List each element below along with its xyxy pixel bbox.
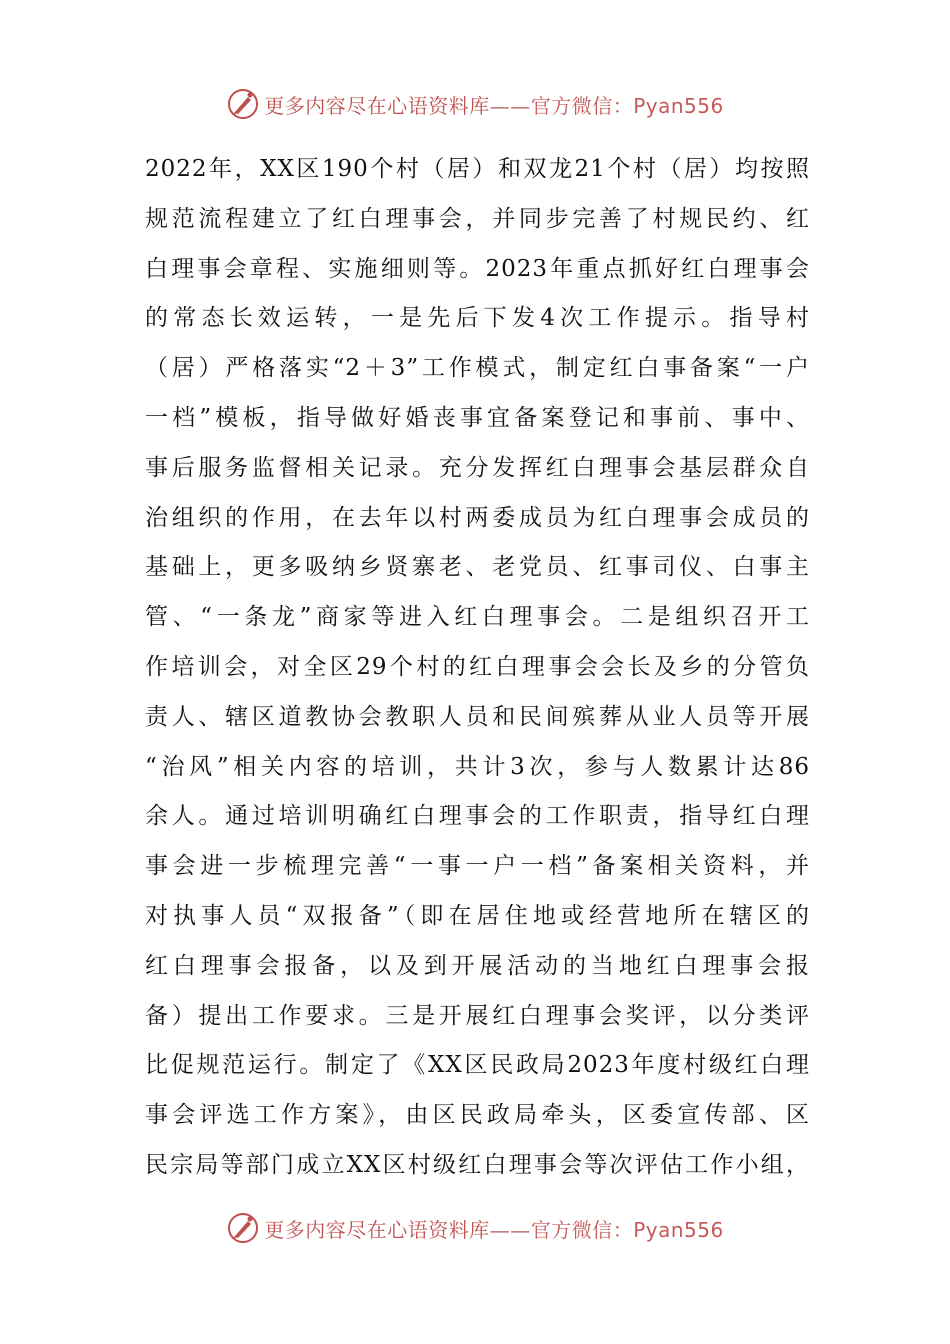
body-line: 比促规范运行。制定了《XX区民政局2023年度村级红白理 (145, 1052, 810, 1079)
body-line: 一档”模板，指导做好婚丧事宜备案登记和事前、事中、 (145, 404, 810, 431)
body-line: 民宗局等部门成立XX区村级红白理事会等次评估工作小组， (145, 1151, 810, 1178)
banner-separator: —— (489, 1217, 531, 1242)
body-line: “治风”相关内容的培训，共计3次，参与人数累计达86 (145, 753, 810, 780)
body-line: 规范流程建立了红白理事会，并同步完善了村规民约、红 (145, 205, 810, 232)
body-line: 事会进一步梳理完善“一事一户一档”备案相关资料，并 (145, 853, 810, 880)
footer-banner (0, 1208, 950, 1248)
body-line: 事会评选工作方案》，由区民政局牵头，区委宣传部、区 (145, 1102, 810, 1129)
body-line: 2022年，XX区190个村（居）和双龙21个村（居）均按照 (145, 156, 810, 182)
body-line: 红白理事会报备，以及到开展活动的当地红白理事会报 (145, 952, 810, 979)
banner-wechat: 官方微信：Pyan556 (530, 1217, 724, 1242)
body-line: 余人。通过培训明确红白理事会的工作职责，指导红白理 (145, 803, 810, 830)
body-line: 责人、辖区道教协会教职人员和民间殡葬从业人员等开展 (145, 703, 810, 730)
body-line: 作培训会，对全区29个村的红白理事会会长及乡的分管负 (145, 653, 810, 680)
body-line: 治组织的作用，在去年以村两委成员为红白理事会成员的 (145, 504, 810, 531)
banner-text (264, 90, 724, 119)
body-line: 管、“一条龙”商家等进入红白理事会。二是组织召开工 (145, 604, 810, 631)
body-line: 备）提出工作要求。三是开展红白理事会奖评，以分类评 (145, 1002, 810, 1029)
banner-separator: —— (489, 93, 531, 118)
body-line: （居）严格落实“2＋3”工作模式，制定红白事备案“一户 (145, 355, 810, 382)
body-line: 对执事人员“双报备”（即在居住地或经营地所在辖区的 (145, 902, 810, 929)
body-line: 基础上，更多吸纳乡贤寨老、老党员、红事司仪、白事主 (145, 554, 810, 581)
banner-wechat: 官方微信：Pyan556 (530, 93, 724, 118)
banner-site-name: 更多内容尽在心语资料库 (264, 93, 490, 118)
banner-site-name: 更多内容尽在心语资料库 (264, 1217, 490, 1242)
banner-text (264, 1214, 724, 1243)
document-body (145, 145, 810, 1191)
body-line: 事后服务监督相关记录。充分发挥红白理事会基层群众自 (145, 454, 810, 481)
header-banner (0, 84, 950, 124)
body-line: 白理事会章程、实施细则等。2023年重点抓好红白理事会 (145, 255, 810, 282)
pen-nib-icon (226, 1211, 260, 1245)
pen-nib-icon (226, 87, 260, 121)
body-line: 的常态长效运转，一是先后下发4次工作提示。指导村 (145, 305, 810, 332)
